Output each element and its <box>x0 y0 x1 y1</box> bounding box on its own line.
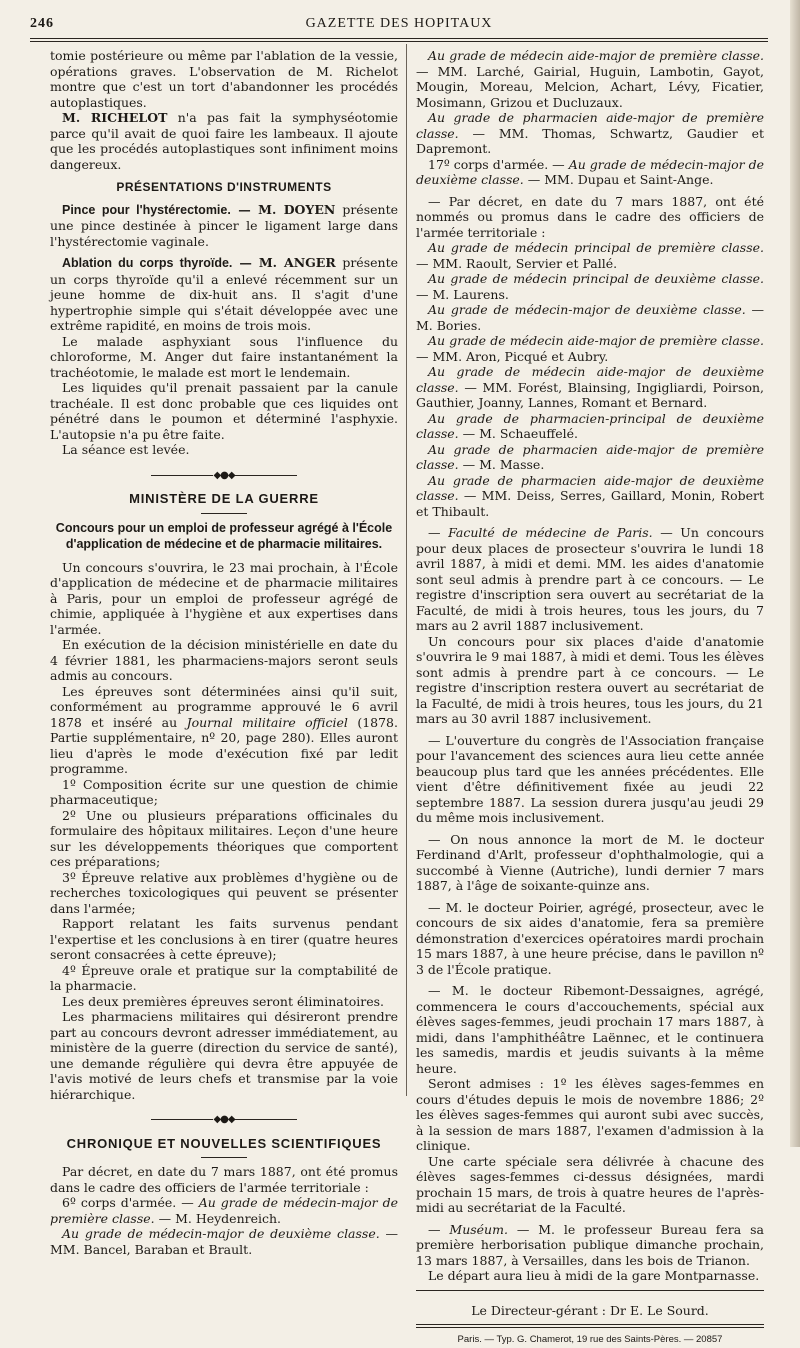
paragraph: tomie postérieure ou même par l'ablation de la vessie, opérations graves. L'observation de M. Richelot montre que c'est un tort d'abandonner les procédés autoplastiques. <box>50 48 398 110</box>
director-signature: Le Directeur-gérant : Dr E. Le Sourd. <box>471 1302 709 1318</box>
page-number: 246 <box>30 16 54 31</box>
institution-title: Muséum. <box>449 1221 508 1237</box>
grade-title: Au grade de pharmacien aide-major de première classe. <box>416 110 764 141</box>
paragraph <box>416 473 764 520</box>
footer-rule <box>416 1290 764 1291</box>
paragraph-text: présente une pince destinée à pincer le ligament large dans l'hystérectomie vaginale. <box>50 201 398 249</box>
ornament-divider: ◆●◆ <box>50 1112 398 1128</box>
paragraph-text: — <box>428 525 449 540</box>
section-heading: CHRONIQUE ET NOUVELLES SCIENTIFIQUES <box>66 1135 382 1151</box>
journal-title: GAZETTE DES HOPITAUX <box>305 16 493 31</box>
paragraph-text: n'a pas fait la symphyséotomie parce qu'il avait de quoi faire les lambeaux. Il ajoute que les procédés autoplastiques sont infiniment moins dangereux. <box>50 110 398 172</box>
header-rule <box>30 38 768 39</box>
paragraph: Le malade asphyxiant sous l'influence du chloroforme, M. Anger dut faire instantanément la trachéotomie, le malade est mort le lendemain. <box>50 333 398 380</box>
paragraph: Les pharmaciens militaires qui désireront prendre part au concours devront adresser immédiatement, au ministère de la guerre (direction du service de santé), une demande régulière qui devra être appuyée de l'avis motivé de leurs chefs et transmise par la voie hiérarchique. <box>50 1009 398 1102</box>
grade-title: Au grade de pharmacien-principal de deuxième classe. <box>416 410 764 441</box>
grade-title: Au grade de pharmacien aide-major de première classe. <box>416 441 764 472</box>
grade-title: Au grade de médecin-major de deuxième classe. <box>62 1226 380 1241</box>
paragraph <box>416 442 764 473</box>
paragraph: Seront admises : 1º les élèves sages-femmes en cours d'études depuis le mois de novembre 1886; 2º les élèves sages-femmes qui auront subi avec succès, à la session de mars 1887, l'examen d'admission à la clinique. <box>416 1076 764 1153</box>
section-heading: PRÉSENTATIONS D'INSTRUMENTS <box>116 180 332 194</box>
grade-title: Au grade de médecin-major de deuxième classe. <box>428 302 746 317</box>
paragraph-text: — MM. Dupau et Saint-Ange. <box>523 172 714 187</box>
paragraph-text: — MM. Larché, Gairial, Huguin, Lambotin, Gayot, Mougin, Moreau, Melcion, Achart, Lévy, Ficatier, Mosimann, Grizou et Ducluzaux. <box>416 63 764 110</box>
paragraph <box>416 1222 764 1269</box>
journal-reference: Journal militaire officiel <box>186 714 348 730</box>
grade-title: Au grade de médecin-major de première classe. <box>50 1195 398 1226</box>
page-edge <box>790 0 800 1147</box>
paragraph: Un concours s'ouvrira, le 23 mai prochain, à l'École d'application de médecine et de pharmacie militaires à Paris, pour un emploi de professeur agrégé de chimie, appliquée à l'hygiène et aux expertises dans l'armée. <box>50 559 398 637</box>
speaker-name: — M. ANGER <box>232 255 336 270</box>
paragraph-text: — M. Schaeuffelé. <box>458 426 579 441</box>
printer-imprint: Paris. — Typ. G. Chamerot, 19 rue des Saints-Pères. — 20857 <box>457 1334 723 1345</box>
section-heading: MINISTÈRE DE LA GUERRE <box>129 491 319 506</box>
paragraph <box>50 110 398 172</box>
lead-title: Pince pour l'hystérectomie. <box>62 202 231 217</box>
short-rule <box>201 513 247 514</box>
grade-title: Au grade de médecin aide-major de première classe. <box>428 48 764 63</box>
paragraph <box>416 271 764 302</box>
ornament-divider: ◆●◆ <box>50 468 398 484</box>
paragraph-text: — M. Laurens. <box>416 286 509 302</box>
paragraph: 1º Composition écrite sur une question de chimie pharmaceutique; <box>50 776 398 807</box>
paragraph-text: Les épreuves sont déterminées ainsi qu'il suit, conformément au programme approuvé le 6 avril 1878 et inséré au <box>50 683 398 730</box>
paragraph: — M. le docteur Ribemont-Dessaignes, agrégé, commencera le cours d'accouchements, spécial aux élèves sages-femmes, jeudi prochain 17 mars 1887, à midi, dans l'amphithéâtre Laënnec, et le continuera les samedis, mardis et jeudis suivants à la même heure. <box>416 983 764 1076</box>
grade-title: Au grade de médecin principal de deuxième classe. <box>428 271 764 286</box>
paragraph: La séance est levée. <box>62 442 190 457</box>
left-column <box>50 48 398 1257</box>
paragraph: Les deux premières épreuves seront éliminatoires. <box>62 993 385 1009</box>
page-header <box>30 16 768 36</box>
column-divider <box>406 44 407 1096</box>
paragraph: En exécution de la décision ministérielle en date du 4 février 1881, les pharmaciens-majors seront seuls admis au concours. <box>50 637 398 683</box>
paragraph: — L'ouverture du congrès de l'Association française pour l'avancement des sciences aura lieu cette année beaucoup plus tard que les années précédentes. Elle vient d'être définitivement fixée au jeudi 22 septembre 1887. La session durera jusqu'au jeudi 29 du même mois inclusivement. <box>416 732 764 825</box>
grade-title: Au grade de médecin aide-major de première classe. <box>428 333 764 348</box>
paragraph: 3º Épreuve relative aux problèmes d'hygiène ou de recherches toxicologiques qui peuvent se présenter dans l'armée; <box>50 869 398 916</box>
paragraph: Un concours pour six places d'aide d'anatomie s'ouvrira le 9 mai 1887, à midi et demi. Tous les élèves sont admis à prendre part à ce concours. — Le registre d'inscription restera ouvert au secrétariat de la Faculté, de midi à trois heures, tous les jours, du 21 mars au 30 avril 1887 inclusivement. <box>416 633 764 726</box>
footer-rule <box>416 1324 764 1325</box>
speaker-name: — M. DOYEN <box>230 201 336 217</box>
paragraph-text: 6º corps d'armée. — <box>62 1195 199 1210</box>
paragraph: — Par décret, en date du 7 mars 1887, ont été nommés ou promus dans le cadre des officiers de l'armée territoriale : <box>416 193 764 240</box>
paragraph: — On nous annonce la mort de M. le docteur Ferdinand d'Arlt, professeur d'ophthalmologie, qui a succombé à Vienne (Autriche), lundi dernier 7 mars 1887, à l'âge de soixante-quinze ans. <box>416 831 764 893</box>
grade-title: Au grade de pharmacien aide-major de deuxième classe. <box>416 472 764 503</box>
paragraph: Rapport relatant les faits survenus pendant l'expertise et les conclusions à en tirer (quatre heures seront consacrées à cette épreuve); <box>50 916 398 962</box>
paragraph: 4º Épreuve orale et pratique sur la comptabilité de la pharmacie. <box>50 962 398 993</box>
paragraph <box>50 684 398 777</box>
paragraph-text: — M. le professeur Bureau fera sa première herborisation publique dimanche prochain, 13 mars 1887, à Versailles, dans les bois de Trianon. <box>416 1221 764 1268</box>
paragraph-text: — MM. Forést, Blainsing, Ingigliardi, Poirson, Gauthier, Joanny, Lannes, Romant et Bernard. <box>416 379 764 410</box>
institution-title: Faculté de médecine de Paris. <box>448 525 653 540</box>
paragraph-text: 17º corps d'armée. — <box>428 156 569 172</box>
paragraph: 2º Une ou plusieurs préparations officinales du formulaire des hôpitaux militaires. Leçon d'une heure sur les développements théoriques que comportent ces préparations; <box>50 807 398 869</box>
grade-title: Au grade de médecin aide-major de deuxième classe. <box>416 364 764 395</box>
footer-rule-2 <box>416 1327 764 1328</box>
paragraph-text: — MM. Raoult, Servier et Pallé. <box>416 255 618 271</box>
paragraph <box>416 364 764 411</box>
paragraph-text: présente un corps thyroïde qu'il a enlevé récemment sur un jeune homme de dix-huit ans. Il s'agit d'une hypertrophie simple qui s'était développée avec une extrême rapidité, en moins de trois mois. <box>50 255 398 333</box>
paragraph-text: — MM. Deiss, Serres, Gaillard, Monin, Robert et Thibault. <box>416 488 764 519</box>
paragraph <box>416 525 764 634</box>
article-heading: Concours pour un emploi de professeur agrégé à l'École d'application de médecine et de pharmacie militaires. <box>55 520 393 551</box>
paragraph: Par décret, en date du 7 mars 1887, ont été promus dans le cadre des officiers de l'armée territoriale : <box>50 1164 398 1195</box>
paragraph: — M. le docteur Poirier, agrégé, prosecteur, avec le concours de six aides d'anatomie, fera sa première démonstration d'exercices opératoires mardi prochain 15 mars 1887, à une heure précise, dans le pavillon nº 3 de l'École pratique. <box>416 899 764 977</box>
paragraph <box>416 240 764 271</box>
paragraph <box>416 333 764 364</box>
paragraph-text: — Un concours pour deux places de prosecteur s'ouvrira le lundi 18 avril 1887, à midi et demi. MM. les aides d'anatomie sont seul admis à prendre part à ce concours. — Le registre d'inscription sera ouvert au secrétariat de la Faculté, de midi à trois heures, tous les jours, du 7 mars au 2 avril 1887 inclusivement. <box>416 525 764 633</box>
paragraph-text: — MM. Thomas, Schwartz, Gaudier et Dapremont. <box>416 125 764 156</box>
paragraph <box>50 255 398 334</box>
paragraph <box>50 1226 398 1257</box>
paragraph <box>50 202 398 250</box>
paragraph: Les liquides qu'il prenait passaient par la canule trachéale. Il est donc probable que ces liquides ont pénétré dans le poumon et déterminé l'asphyxie. L'autopsie n'a pu être faite. <box>50 380 398 442</box>
paragraph-text: (1878. Partie supplémentaire, nº 20, page 280). Elles auront lieu d'après le mode d'exécution fixé par ledit programme. <box>50 714 398 776</box>
paragraph-text: — MM. Aron, Picqué et Aubry. <box>416 348 609 364</box>
paragraph <box>416 302 764 333</box>
right-column <box>416 48 764 1348</box>
paragraph <box>416 157 764 188</box>
paragraph-text: — MM. Bancel, Baraban et Brault. <box>50 1226 398 1257</box>
grade-title: Au grade de médecin-major de deuxième classe. <box>416 156 764 187</box>
paragraph <box>416 411 764 442</box>
paragraph: Le départ aura lieu à midi de la gare Montparnasse. <box>428 1268 760 1283</box>
speaker-name: M. RICHELOT <box>62 110 168 125</box>
paragraph-text: — M. Heydenreich. <box>154 1210 282 1226</box>
grade-title: Au grade de médecin principal de première classe. <box>428 240 764 255</box>
paragraph-text: — M. Masse. <box>458 457 545 472</box>
paragraph-text: — M. Bories. <box>416 302 764 333</box>
lead-title: Ablation du corps thyroïde. <box>62 256 233 270</box>
paragraph: Une carte spéciale sera délivrée à chacune des élèves sages-femmes ci-dessus désignées, mardi prochain 15 mars, de trois à quatre heures de l'après-midi au secrétariat de la Faculté. <box>416 1153 764 1215</box>
paragraph <box>416 110 764 157</box>
paragraph <box>50 1195 398 1226</box>
short-rule <box>201 1157 247 1158</box>
header-rule-2 <box>30 41 768 42</box>
paragraph-text: — <box>428 1221 450 1237</box>
paragraph <box>416 48 764 110</box>
